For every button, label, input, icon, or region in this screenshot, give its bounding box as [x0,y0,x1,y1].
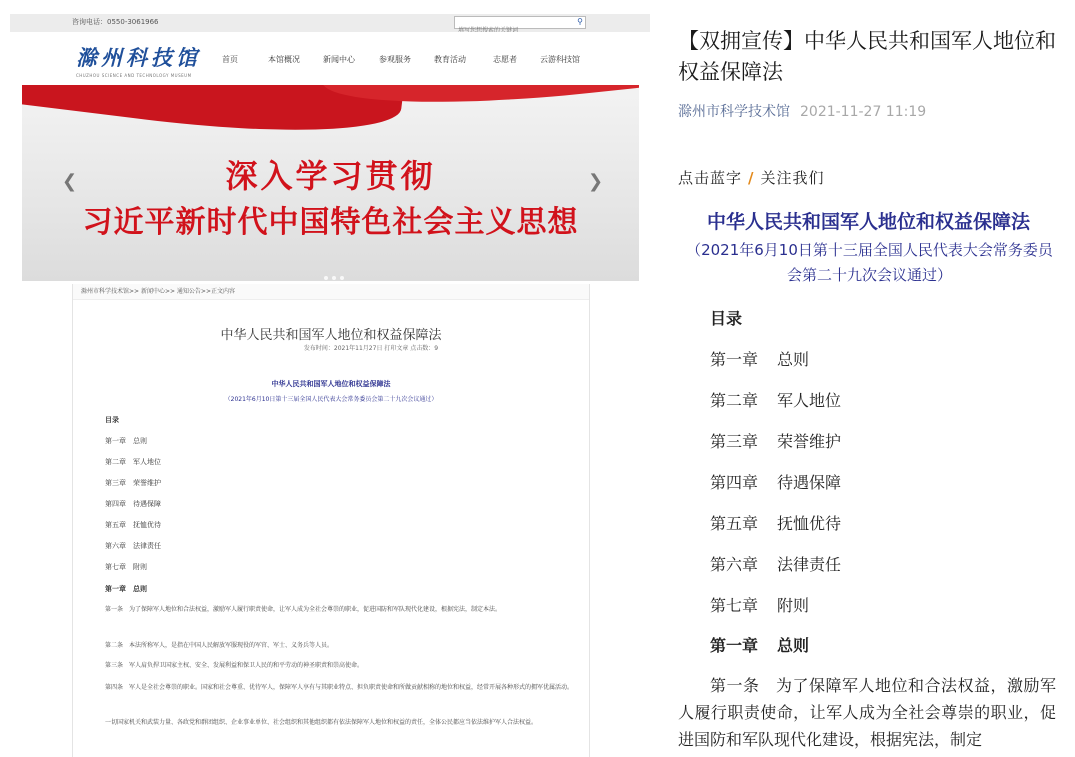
article-paragraph: 第一条 为了保障军人地位和合法权益，激励军人履行职责使命，让军人成为全社会尊崇的职业，促进国防和军队现代化建设，根据宪法，制定 [678,676,1056,749]
toc-number: 第五章 [710,514,759,533]
banner-subheadline: 习近平新时代中国特色社会主义思想 [82,205,579,240]
toc-item: 第七章 附则 [105,563,147,571]
chevron-right-icon[interactable]: ❯ [588,171,604,192]
chapter-heading [710,633,809,656]
breadcrumb[interactable]: 滁州市科学技术馆>> 新闻中心>> 通知公告>>正文内容 [73,284,589,300]
nav-cloud-tour[interactable]: 云游科技馆 [540,55,580,64]
site-logo[interactable] [76,42,201,78]
nav-volunteer[interactable]: 志愿者 [493,55,517,64]
toc-label: 附则 [777,596,810,615]
toc-item: 第三章 荣誉维护 [105,479,161,487]
toc-item [710,470,841,493]
publish-time: 2021-11-27 11:19 [800,104,927,120]
toc-heading: 目录 [710,309,743,328]
follow-left-text: 点击蓝字 [678,169,743,187]
account-name[interactable]: 滁州市科学技术馆 [678,104,790,120]
article-paragraph: 一切国家机关和武装力量、各政党和群团组织、企业事业单位、社会组织和其他组织都有依法保障军人地位和权益的责任，全体公民都应当依法维护军人合法权益。 [105,719,538,726]
nav-visit[interactable]: 参观服务 [379,55,411,64]
toc-item [710,388,841,411]
nav-education[interactable]: 教育活动 [434,55,466,64]
carousel-dot[interactable] [324,276,328,280]
law-name: 中华人民共和国军人地位和权益保障法 [271,380,391,388]
article-paragraph: 第四条 军人是全社会尊崇的职业。国家和社会尊重、优待军人，保障军人享有与其职业特点、担负职责使命和所做贡献相称的地位和权益，经常开展各种形式的拥军优属活动。 [105,684,574,691]
toc-label: 待遇保障 [777,473,842,492]
toc-item [710,593,809,616]
carousel-dot[interactable] [332,276,336,280]
toc-item: 第二章 军人地位 [105,458,161,466]
toc-item: 第四章 待遇保障 [105,500,161,508]
contact-phone: 咨询电话：0550-3061966 [72,18,159,26]
toc-label: 荣誉维护 [777,432,842,451]
nav-bar [10,32,650,84]
toc-label: 军人地位 [777,391,842,410]
article-meta [678,101,926,121]
follow-slash: / [748,169,755,187]
toc-number: 第六章 [710,555,759,574]
article-title: 中华人民共和国军人地位和权益保障法 [220,328,442,343]
toc-number: 第四章 [710,473,759,492]
search-box[interactable] [454,16,586,29]
toc-item: 第六章 法律责任 [105,542,161,550]
chapter-number: 第一章 [710,636,759,655]
toc-item: 第一章 总则 [105,437,147,445]
article-panel [72,284,590,757]
toc-number: 第七章 [710,596,759,615]
banner-headline: 深入学习贯彻 [225,157,436,195]
logo-text: 滁州科技馆 [76,45,201,70]
law-subtitle: （2021年6月10日第十三届全国人民代表大会常务委员会第二十九次会议通过） [224,396,438,403]
toc-item [710,429,841,452]
carousel-dot[interactable] [340,276,344,280]
nav-about[interactable]: 本馆概况 [268,55,300,64]
article-paragraph: 第一条 为了保障军人地位和合法权益，激励军人履行职责使命，让军人成为全社会尊崇的职业，促进国防和军队现代化建设，根据宪法，制定本法。 [105,606,502,613]
nav-news[interactable]: 新闻中心 [323,55,355,64]
article-meta: 发布时间：2021年11月27日 打印文章 点击数：9 [303,345,439,352]
article-paragraph: 第二条 本法所称军人，是指在中国人民解放军服现役的军官、军士、义务兵等人员。 [105,642,334,649]
follow-prompt [678,167,825,188]
law-subtitle: （2021年6月10日第十三届全国人民代表大会常务委员会第二十九次会议通过） [686,241,1053,284]
toc-item [710,511,841,534]
nav-home[interactable]: 首页 [222,55,238,64]
top-bar [10,14,650,32]
hero-banner [22,85,639,281]
toc-number: 第三章 [710,432,759,451]
logo-subtext: CHUZHOU SCIENCE AND TECHNOLOGY MUSEUM [76,73,192,78]
chapter-name: 总则 [777,636,810,655]
carousel-dots [322,265,346,281]
chevron-left-icon[interactable]: ❮ [62,171,78,192]
toc-label: 抚恤优待 [777,514,842,533]
toc-item [710,347,809,370]
search-icon[interactable]: ⚲ [577,17,583,26]
toc-label: 法律责任 [777,555,842,574]
article-title: 【双拥宣传】中华人民共和国军人地位和权益保障法 [678,29,1056,84]
toc-heading: 目录 [105,416,119,424]
toc-item: 第五章 抚恤优待 [105,521,161,529]
follow-right-text: 关注我们 [760,169,825,187]
mobile-article [662,0,1075,757]
toc-label: 总则 [777,350,810,369]
article-paragraph: 第三条 军人肩负捍卫国家主权、安全、发展利益和保卫人民的和平劳动的神圣职责和崇高使命。 [105,662,364,669]
toc-number: 第一章 [710,350,759,369]
toc-number: 第二章 [710,391,759,410]
toc-item [710,552,841,575]
law-name: 中华人民共和国军人地位和权益保障法 [706,211,1030,233]
chapter-heading: 第一章 总则 [105,585,147,593]
